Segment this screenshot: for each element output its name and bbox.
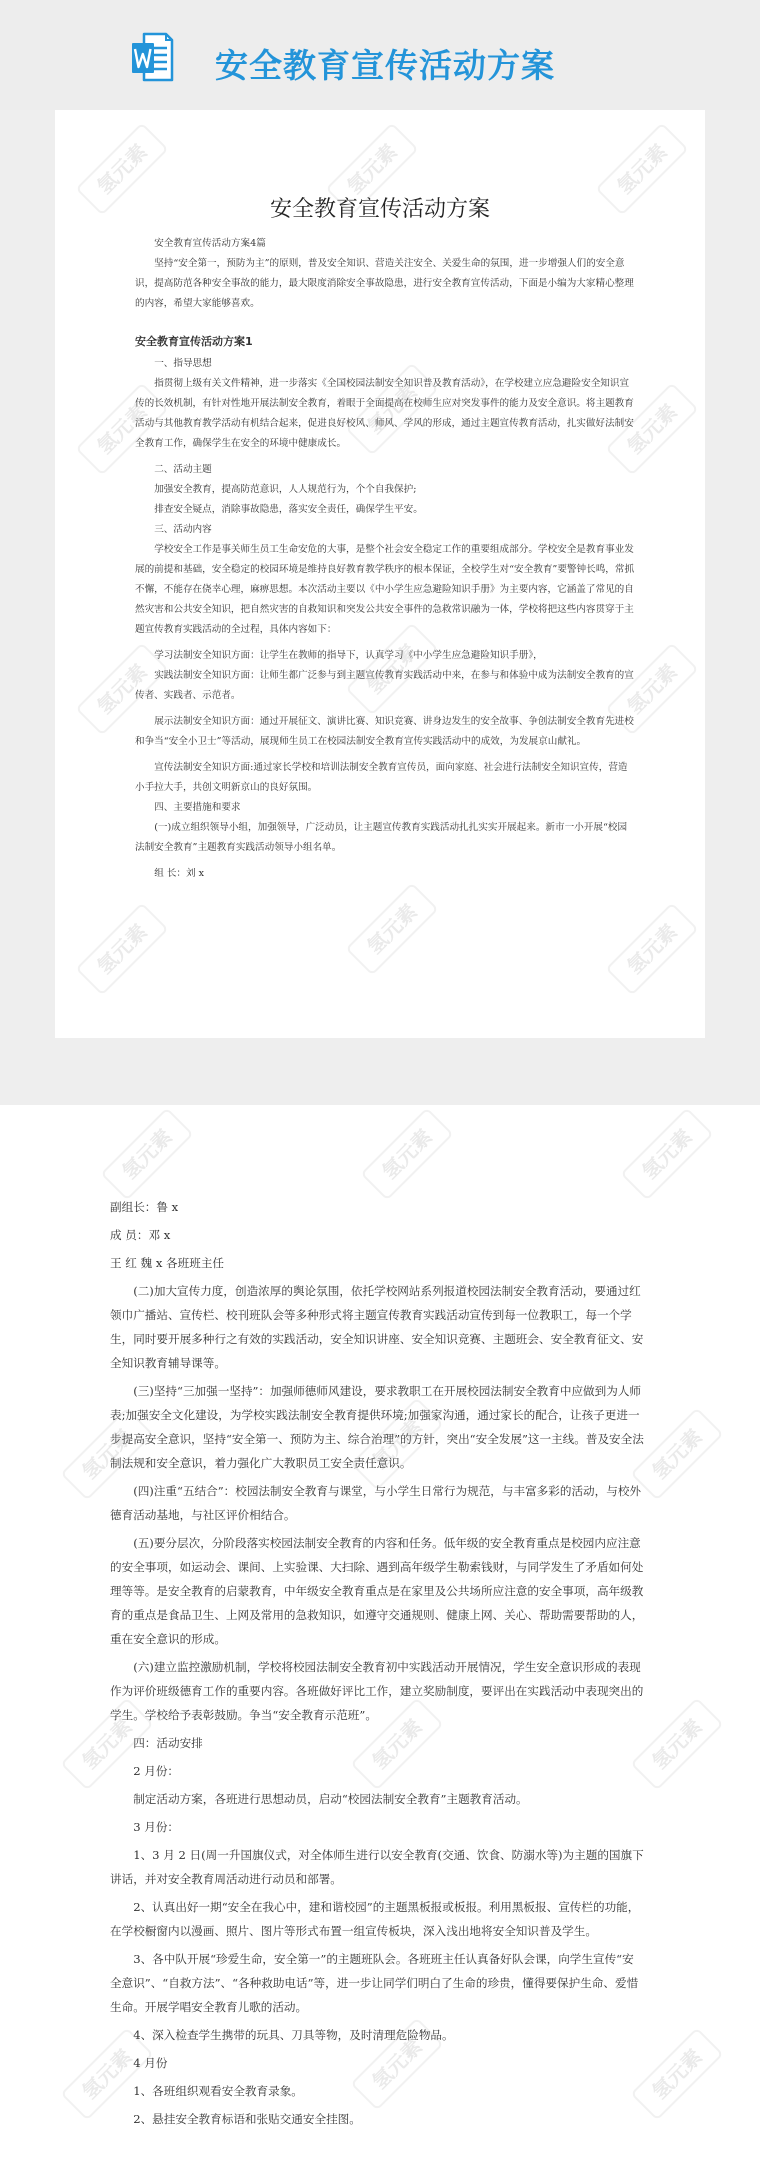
watermark: 氢元素 [630,1697,723,1790]
paragraph: (一)成立组织领导小组，加强领导，广泛动员，让主题宣传教育实践活动扎扎实实开展起来。新市一小开展“校园法制安全教育”主题教育实践活动领导小组名单。 [135,822,628,853]
watermark: 氢元素 [350,1697,443,1790]
watermark: 氢元素 [630,2027,723,2120]
paragraph: 实践法制安全知识方面：让师生都广泛参与到主题宣传教育实践活动中来，在参与和体验中成为法制安全教育的宣传者、实践者、示范者。 [135,670,634,701]
watermark: 氢元素 [345,362,438,455]
watermark: 氢元素 [60,1697,153,1790]
subtitle: 安全教育宣传活动方案4篇 [154,238,266,249]
paragraph: 展示法制安全知识方面：通过开展征文、演讲比赛、知识竞赛、讲身边发生的安全故事、争创法制安全教育先进校和争当“安全小卫士”等活动，展现师生员工在校园法制安全教育宣传实践活动中的成效，为发展京山献礼。 [135,716,634,747]
paragraph: 宣传法制安全知识方面:通过家长学校和培训法制安全教育宣传员，面向家庭、社会进行法制安全知识宣传，营造小手拉大手，共创文明新京山的良好氛围。 [135,762,628,793]
list-item: 1、3 月 2 日(周一升国旗仪式，对全体师生进行以安全教育(交通、饮食、防溺水等)为主题的国旗下讲话，并对安全教育周活动进行动员和部署。 [110,1848,644,1886]
watermark: 氢元素 [75,382,168,475]
paragraph: (五)要分层次，分阶段落实校园法制安全教育的内容和任务。低年级的安全教育重点是校园内应注意的安全事项，如运动会、课间、上实验课、大扫除、遇到高年级学生勒索钱财，与同学发生了矛盾如何处理等等。是安全教育的启蒙教育，中年级安全教育重点是在家里及公共场所应注意的安全事项，高年级教育的重点是食品卫生、上网及常用的急救知识，如遵守交通规则、健康上网、关心、帮助需要帮助的人，重在安全意识的形成。 [110,1536,644,1646]
banner-title: 安全教育宣传活动方案 [215,46,555,85]
watermark: 氢元素 [350,2017,443,2110]
watermark: 氢元素 [605,382,698,475]
paragraph: 制定活动方案，各班进行思想动员，启动“校园法制安全教育”主题教育活动。 [133,1792,528,1806]
heading-theme: 二、活动主题 [154,464,212,475]
heading-schedule: 四：活动安排 [133,1736,203,1750]
watermark: 氢元素 [605,642,698,735]
section-heading: 安全教育宣传活动方案1 [135,335,253,348]
heading-content: 三、活动内容 [154,524,212,535]
watermark: 氢元素 [605,902,698,995]
paragraph: 指贯彻上级有关文件精神，进一步落实《全国校园法制安全知识普及教育活动》，在学校建立应急避险安全知识宣传的长效机制，有针对性地开展法制安全教育，着眼于全面提高在校师生应对突发事件的能力及安全意识。将主题教育活动与其他教育教学活动有机结合起来，促进良好校风、师风、学风的形成，通过主题宣传教育活动，扎实做好法制安全教育工作，确保学生在安全的环境中健康成长。 [135,378,634,449]
document-page-2 [0,1105,760,2178]
paragraph: (二)加大宣传力度，创造浓厚的舆论氛围，依托学校网站系列报道校园法制安全教育活动，要通过红领巾广播站、宣传栏、校刊班队会等多种形式将主题宣传教育实践活动宣传到每一位教职工，每一个学生，同时要开展多种行之有效的实践活动，安全知识讲座、安全知识竞赛、主题班会、安全教育征文、安全知识教育辅导课等。 [110,1284,644,1370]
month-heading: 3 月份： [133,1820,180,1834]
intro-paragraph: 坚持“安全第一，预防为主”的原则，普及安全知识、营造关注安全、关爱生命的氛围，进一步增强人们的安全意识，提高防范各种安全事故的能力，最大限度消除安全事故隐患，进行安全教育宣传活动，下面是小编为大家精心整理的内容，希望大家能够喜欢。 [135,258,634,309]
page-1-body [135,234,635,884]
document-title: 安全教育宣传活动方案 [269,197,490,222]
watermark: 氢元素 [620,1107,713,1200]
watermark: 氢元素 [60,1407,153,1500]
heading-guiding-idea: 一、指导思想 [154,358,212,369]
member-line: 王 红 魏 x 各班班主任 [110,1256,225,1270]
watermark: 氢元素 [630,1407,723,1500]
watermark: 氢元素 [360,1107,453,1200]
month-heading: 4 月份 [133,2056,168,2070]
member-line: 成 员：邓 x [110,1228,171,1242]
paragraph: (四)注重“五结合”：校园法制安全教育与课堂，与小学生日常行为规范，与丰富多彩的活动，与校外德育活动基地，与社区评价相结合。 [110,1484,642,1522]
month-heading: 2 月份： [133,1764,180,1778]
watermark: 氢元素 [350,1397,443,1490]
watermark: 氢元素 [345,882,438,975]
theme-line: 排查安全疑点，消除事故隐患，落实安全责任，确保学生平安。 [154,504,423,515]
watermark: 氢元素 [345,622,438,715]
list-item: 4、深入检查学生携带的玩具、刀具等物，及时清理危险物品。 [133,2028,454,2042]
member-line: 副组长：鲁 x [110,1200,179,1214]
header-banner [0,0,760,110]
list-item: 2、认真出好一期“安全在我心中，建和谐校园”的主题黑板报或板报。利用黑板报、宣传栏的功能，在学校橱窗内以漫画、照片、图片等形式布置一组宣传板块，深入浅出地将安全知识普及学生。 [110,1900,640,1938]
list-item: 3、各中队开展“珍爱生命，安全第一”的主题班队会。各班班主任认真备好队会课，向学生宣传“安全意识”、“自救方法”、“各种救助电话”等，进一步让同学们明白了生命的珍贵，懂得要保护生命、爱惜生命。开展学唱安全教育儿歌的活动。 [110,1952,639,2014]
paragraph: 学校安全工作是事关师生员工生命安危的大事，是整个社会安全稳定工作的重要组成部分。学校安全是教育事业发展的前提和基础，安全稳定的校园环境是维持良好教育教学秩序的根本保证，全校学生对“安全教育”要警钟长鸣，常抓不懈，不能存在侥幸心理，麻痹思想。本次活动主要以《中小学生应急避险知识手册》为主要内容，它涵盖了常见的自然灾害和公共安全知识，把自然灾害的自救知识和突发公共安全事件的急救常识融为一体，学校将把这些内容贯穿于主题宣传教育实践活动的全过程，具体内容如下： [135,544,635,635]
page-2-body [110,1195,645,2131]
heading-measures: 四、主要措施和要求 [154,802,241,813]
watermark: 氢元素 [75,122,168,215]
watermark: 氢元素 [595,122,688,215]
document-page-1 [55,110,705,1038]
watermark: 氢元素 [75,902,168,995]
theme-line: 加强安全教育，提高防范意识，人人规范行为，个个自我保护; [154,484,417,495]
word-document-icon [130,32,174,82]
watermark: 氢元素 [100,1107,193,1200]
watermark: 氢元素 [75,642,168,735]
leader-line: 组 长：刘 x [154,868,205,879]
watermark: 氢元素 [60,2027,153,2120]
paragraph: 学习法制安全知识方面：让学生在教师的指导下，认真学习《中小学生应急避险知识手册》， [154,650,543,661]
list-item: 2、悬挂安全教育标语和张贴交通安全挂图。 [133,2112,361,2126]
paragraph: (三)坚持“三加强一坚持”：加强师德师风建设，要求教职工在开展校园法制安全教育中应做到为人师表;加强安全文化建设，为学校实践法制安全教育提供环境;加强家沟通，通过家长的配合，让孩子更进一步提高安全意识，坚持“安全第一、预防为主、综合治理”的方针，突出“安全发展”这一主线。普及安全法制法规和安全意识，着力强化广大教职员工安全责任意识。 [110,1384,644,1470]
watermark: 氢元素 [325,122,418,215]
list-item: 1、各班组织观看安全教育录象。 [133,2084,303,2098]
paragraph: (六)建立监控激励机制，学校将校园法制安全教育初中实践活动开展情况，学生安全意识形成的表现作为评价班级德育工作的重要内容。各班做好评比工作，建立奖励制度，要评出在实践活动中表现突出的学生。学校给予表彰鼓励。争当“安全教育示范班”。 [110,1660,644,1722]
